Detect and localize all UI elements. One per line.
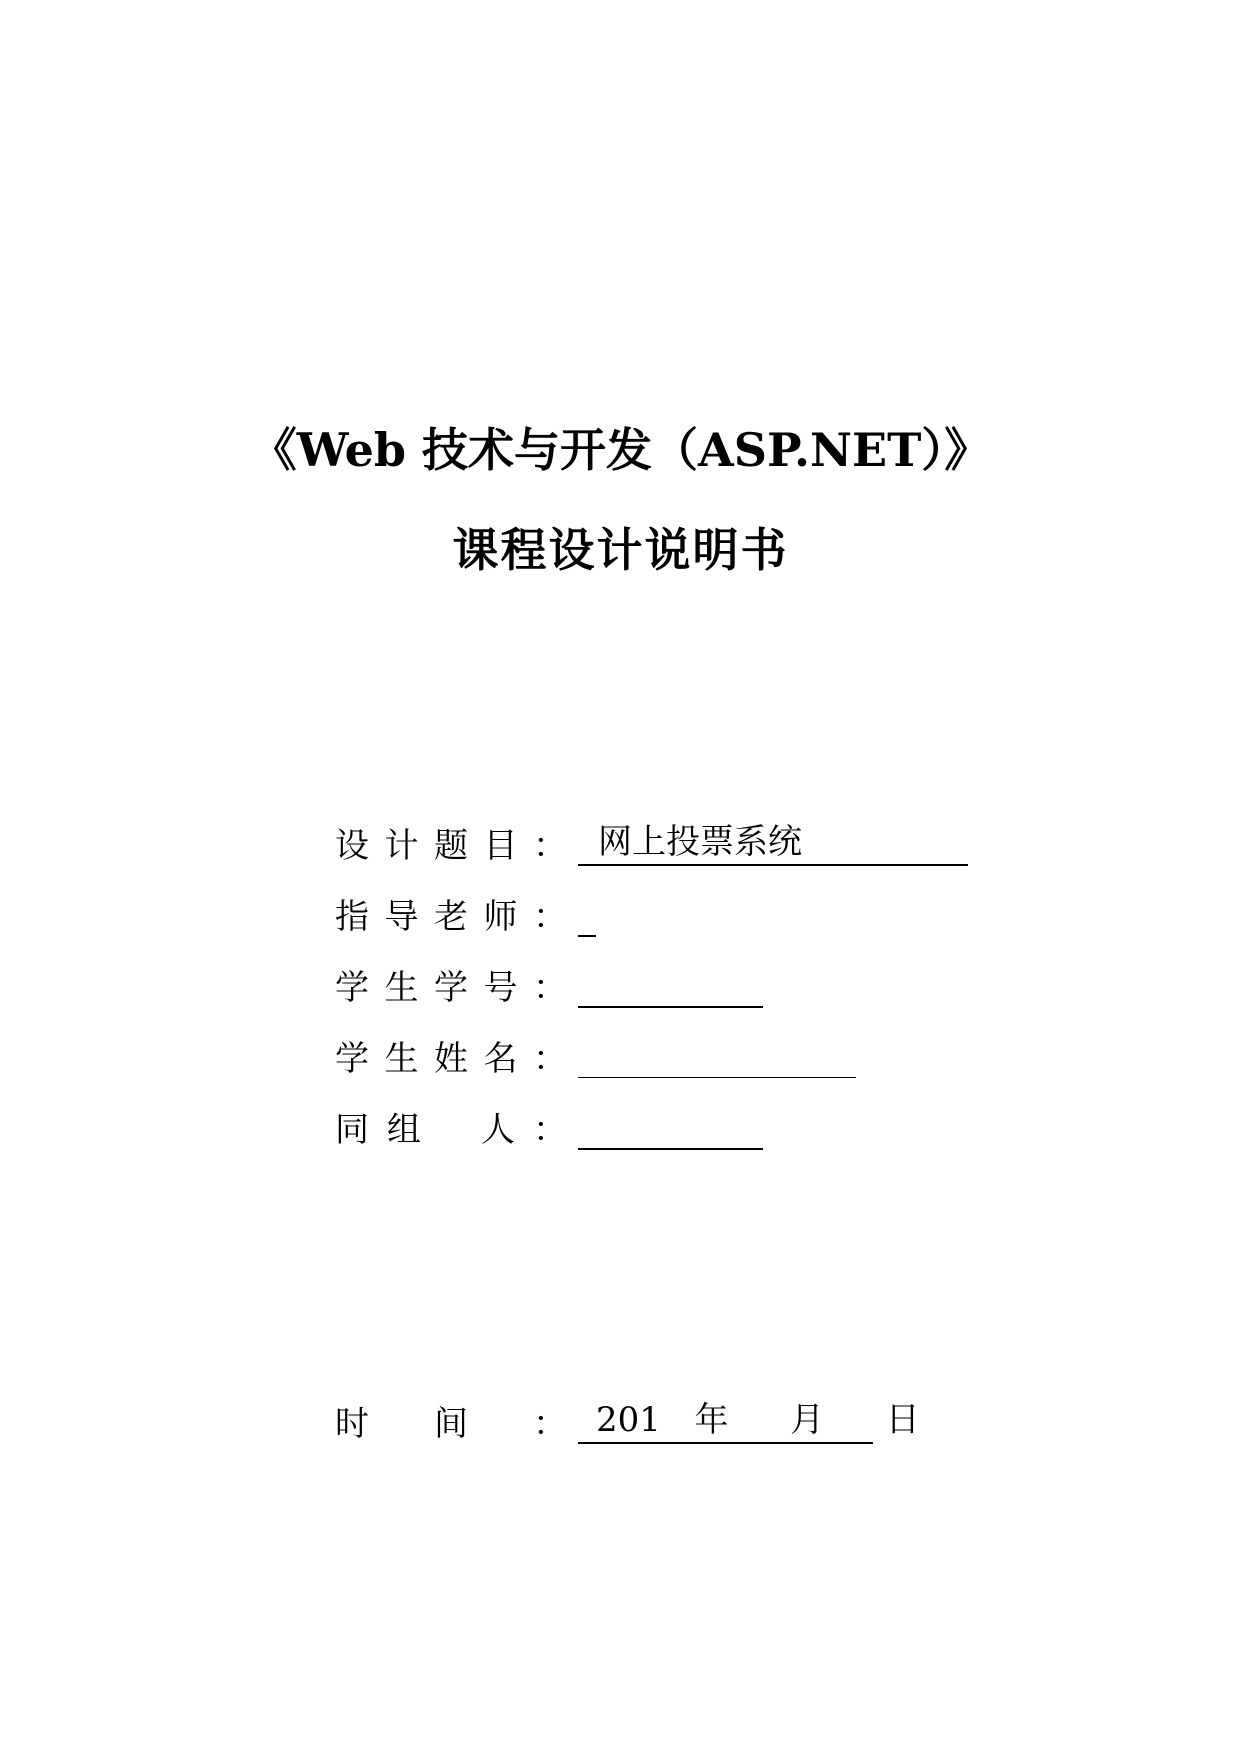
title-line-1: 《Web 技术与开发（ASP.NET）》 (250, 423, 991, 477)
group-field[interactable] (578, 1104, 763, 1150)
label-char: 指 (335, 897, 369, 937)
label-char: 学 (434, 968, 468, 1008)
student-id-value (578, 964, 598, 1004)
date-year: 201 (596, 1400, 661, 1440)
student-name-label (335, 1035, 567, 1083)
topic-field[interactable] (578, 820, 968, 866)
label-char: 名 (483, 1039, 518, 1079)
label-char: 姓 (434, 1039, 468, 1079)
label-char: 间 (434, 1404, 468, 1444)
label-char: 师 (483, 897, 518, 937)
label-colon: ： (533, 1110, 567, 1150)
group-value (578, 1106, 598, 1146)
topic-label (335, 822, 567, 870)
label-colon: ： (533, 968, 567, 1008)
label-char: 生 (384, 968, 419, 1008)
time-label (335, 1400, 567, 1448)
label-char: 时 (335, 1404, 369, 1444)
date-month-unit: 月 (790, 1400, 825, 1440)
label-char: 生 (384, 1039, 419, 1079)
label-char: 组 (387, 1110, 421, 1150)
group-label (335, 1106, 567, 1154)
teacher-value (578, 893, 598, 933)
label-char: 题 (434, 826, 468, 866)
label-colon: ： (533, 1039, 567, 1079)
time-field[interactable] (578, 1398, 920, 1444)
title-line-2: 课程设计说明书 (452, 523, 789, 577)
student-id-label (335, 964, 567, 1012)
student-name-value (578, 1035, 598, 1075)
label-char: 同 (335, 1110, 369, 1150)
date-day-unit: 日 (885, 1400, 920, 1440)
teacher-label (335, 893, 567, 941)
label-char: 设 (335, 826, 369, 866)
label-char: 目 (483, 826, 518, 866)
label-char: 号 (483, 968, 518, 1008)
label-char: 学 (335, 1039, 369, 1079)
student-id-field[interactable] (578, 962, 763, 1008)
label-char: 学 (335, 968, 369, 1008)
label-colon: ： (533, 826, 567, 866)
label-colon: ： (533, 1404, 567, 1444)
student-name-field[interactable] (578, 1033, 856, 1078)
label-char: 人 (481, 1110, 515, 1150)
label-char: 导 (384, 897, 419, 937)
date-year-unit: 年 (694, 1400, 729, 1440)
label-char: 老 (434, 897, 468, 937)
label-char: 计 (384, 826, 419, 866)
topic-value: 网上投票系统 (598, 822, 802, 862)
teacher-field[interactable] (578, 891, 596, 937)
label-colon: ： (533, 897, 567, 937)
